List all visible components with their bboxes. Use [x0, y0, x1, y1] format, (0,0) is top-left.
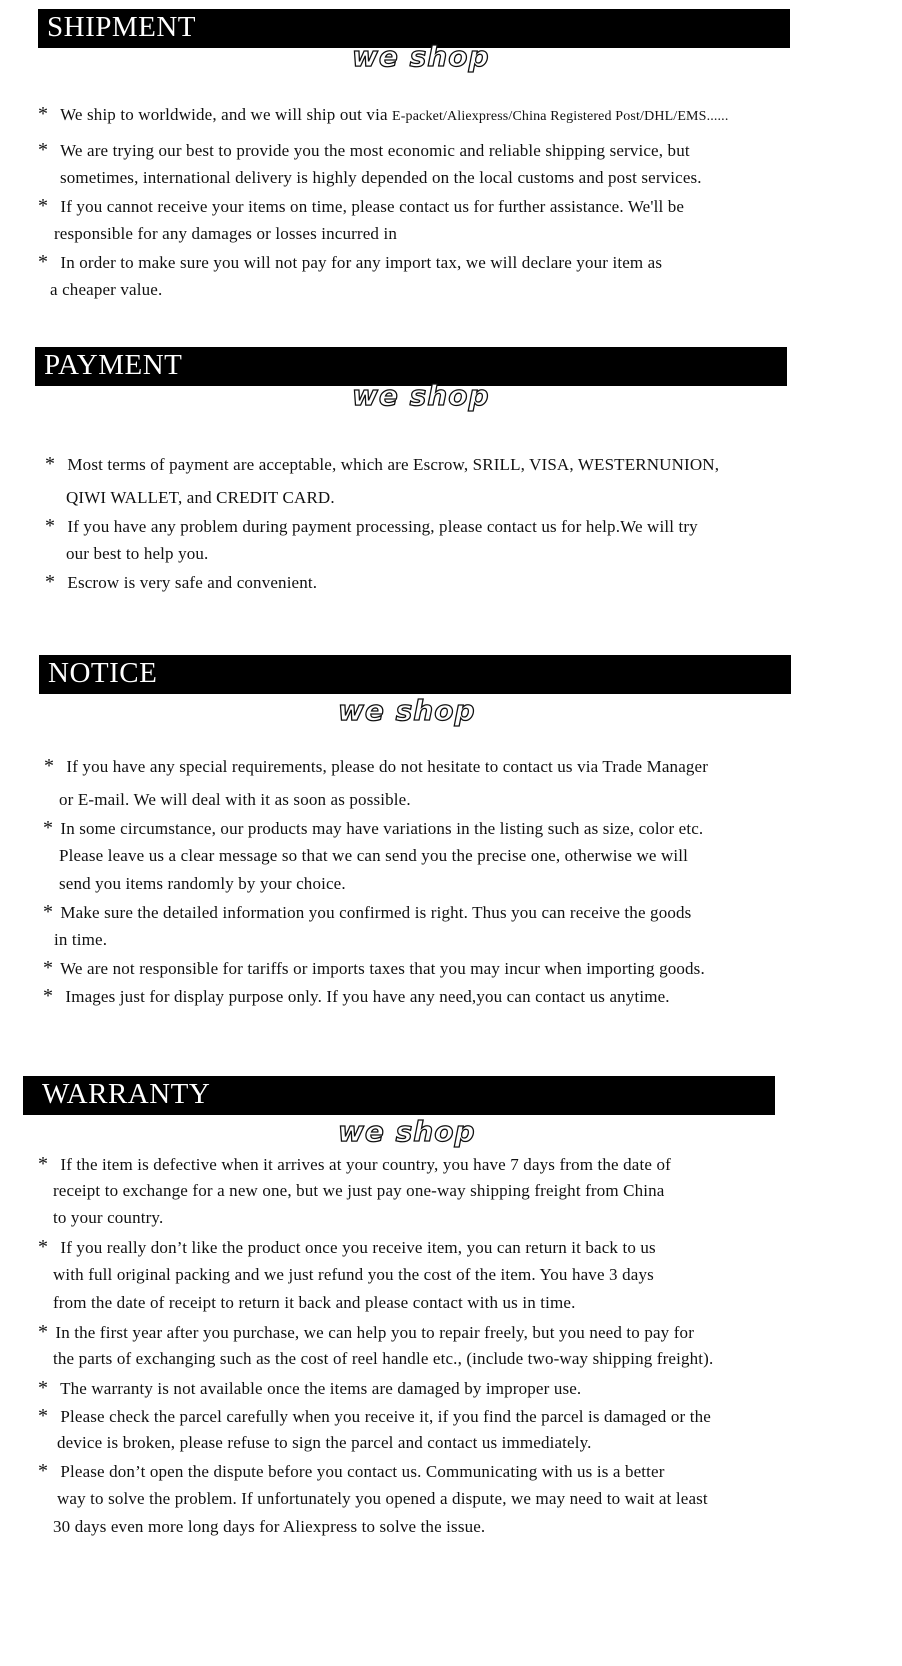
bullet-icon: *: [38, 1236, 49, 1258]
shipment-item-2: * We are trying our best to provide you the most economic and reliable shipping service, but: [38, 139, 690, 161]
bullet-icon: *: [38, 103, 49, 125]
warranty-title: WARRANTY: [42, 1078, 211, 1110]
warranty-item-6-cont-2: 30 days even more long days for Aliexpress to solve the issue.: [53, 1517, 486, 1536]
bullet-icon: *: [38, 251, 49, 273]
shipment-title: SHIPMENT: [47, 11, 197, 43]
shipment-item-4: * In order to make sure you will not pay for any import tax, we will declare your item as: [38, 251, 663, 273]
warranty-item-6-cont-1: way to solve the problem. If unfortunately you opened a dispute, we may need to wait at least: [57, 1489, 708, 1508]
bullet-icon: *: [43, 901, 54, 923]
bullet-icon: *: [38, 1460, 49, 1482]
warranty-item-3: * In the first year after you purchase, we can help you to repair freely, but you need to pay for: [38, 1321, 694, 1343]
bullet-icon: *: [45, 571, 56, 593]
notice-item-1-cont: or E-mail. We will deal with it as soon as possible.: [59, 790, 411, 809]
warranty-item-4: * The warranty is not available once the items are damaged by improper use.: [38, 1377, 582, 1399]
bullet-icon: *: [38, 1405, 49, 1427]
bullet-icon: *: [43, 957, 54, 979]
warranty-item-6: * Please don’t open the dispute before you contact us. Communicating with us is a better: [38, 1460, 665, 1482]
bullet-icon: *: [38, 1377, 49, 1399]
warranty-item-5: * Please check the parcel carefully when you receive it, if you find the parcel is damaged or the: [38, 1405, 711, 1427]
shipment-item-3: * If you cannot receive your items on time, please contact us for further assistance. We'll be: [38, 195, 685, 217]
shipment-logo: we shop: [352, 40, 490, 73]
bullet-icon: *: [38, 195, 49, 217]
warranty-item-1-cont-1: receipt to exchange for a new one, but we just pay one-way shipping freight from China: [53, 1181, 665, 1200]
bullet-icon: *: [38, 1321, 49, 1343]
notice-item-2-cont-1: Please leave us a clear message so that we can send you the precise one, otherwise we will: [59, 846, 689, 865]
payment-logo: we shop: [352, 379, 490, 412]
bullet-icon: *: [45, 453, 56, 475]
shipment-item-4-cont: a cheaper value.: [50, 280, 163, 299]
notice-item-3-cont: in time.: [54, 930, 108, 949]
bullet-icon: *: [43, 985, 54, 1007]
notice-item-1: * If you have any special requirements, please do not hesitate to contact us via Trade Manager: [44, 755, 709, 777]
shipment-item-1: * We ship to worldwide, and we will ship out via E-packet/Aliexpress/China Registered Post/DHL/EMS......: [38, 103, 729, 125]
bullet-icon: *: [44, 755, 55, 777]
warranty-logo: we shop: [338, 1115, 476, 1148]
shipment-item-3-cont: responsible for any damages or losses incurred in: [54, 224, 398, 243]
notice-logo: we shop: [338, 694, 476, 727]
payment-item-2-cont: our best to help you.: [66, 544, 209, 563]
notice-item-2: * In some circumstance, our products may have variations in the listing such as size, color etc.: [43, 817, 704, 839]
warranty-item-5-cont: device is broken, please refuse to sign the parcel and contact us immediately.: [57, 1433, 592, 1452]
payment-item-1-cont: QIWI WALLET, and CREDIT CARD.: [66, 488, 335, 507]
warranty-header: [23, 1076, 775, 1113]
bullet-icon: *: [38, 1153, 49, 1175]
warranty-item-1: * If the item is defective when it arrives at your country, you have 7 days from the date of: [38, 1153, 671, 1175]
notice-item-4: * We are not responsible for tariffs or imports taxes that you may incur when importing goods.: [43, 957, 705, 979]
bullet-icon: *: [43, 817, 54, 839]
payment-item-3: * Escrow is very safe and convenient.: [45, 571, 318, 593]
warranty-item-3-cont: the parts of exchanging such as the cost of reel handle etc., (include two-way shipping freight).: [53, 1349, 714, 1368]
payment-item-1: * Most terms of payment are acceptable, which are Escrow, SRILL, VISA, WESTERNUNION,: [45, 453, 720, 475]
warranty-item-2-cont-2: from the date of receipt to return it back and please contact with us in time.: [53, 1293, 576, 1312]
notice-item-2-cont-2: send you items randomly by your choice.: [59, 874, 346, 893]
notice-header: [39, 655, 791, 692]
notice-item-5: * Images just for display purpose only. If you have any need,you can contact us anytime.: [43, 985, 670, 1007]
bullet-icon: *: [45, 515, 56, 537]
payment-title: PAYMENT: [44, 349, 183, 381]
bullet-icon: *: [38, 139, 49, 161]
warranty-item-2-cont-1: with full original packing and we just refund you the cost of the item. You have 3 days: [53, 1265, 654, 1284]
warranty-item-1-cont-2: to your country.: [53, 1208, 164, 1227]
notice-title: NOTICE: [48, 657, 158, 689]
shipment-item-2-cont: sometimes, international delivery is highly depended on the local customs and post services.: [60, 168, 702, 187]
warranty-item-2: * If you really don’t like the product once you receive item, you can return it back to us: [38, 1236, 656, 1258]
payment-item-2: * If you have any problem during payment processing, please contact us for help.We will try: [45, 515, 698, 537]
notice-item-3: * Make sure the detailed information you confirmed is right. Thus you can receive the goods: [43, 901, 692, 923]
